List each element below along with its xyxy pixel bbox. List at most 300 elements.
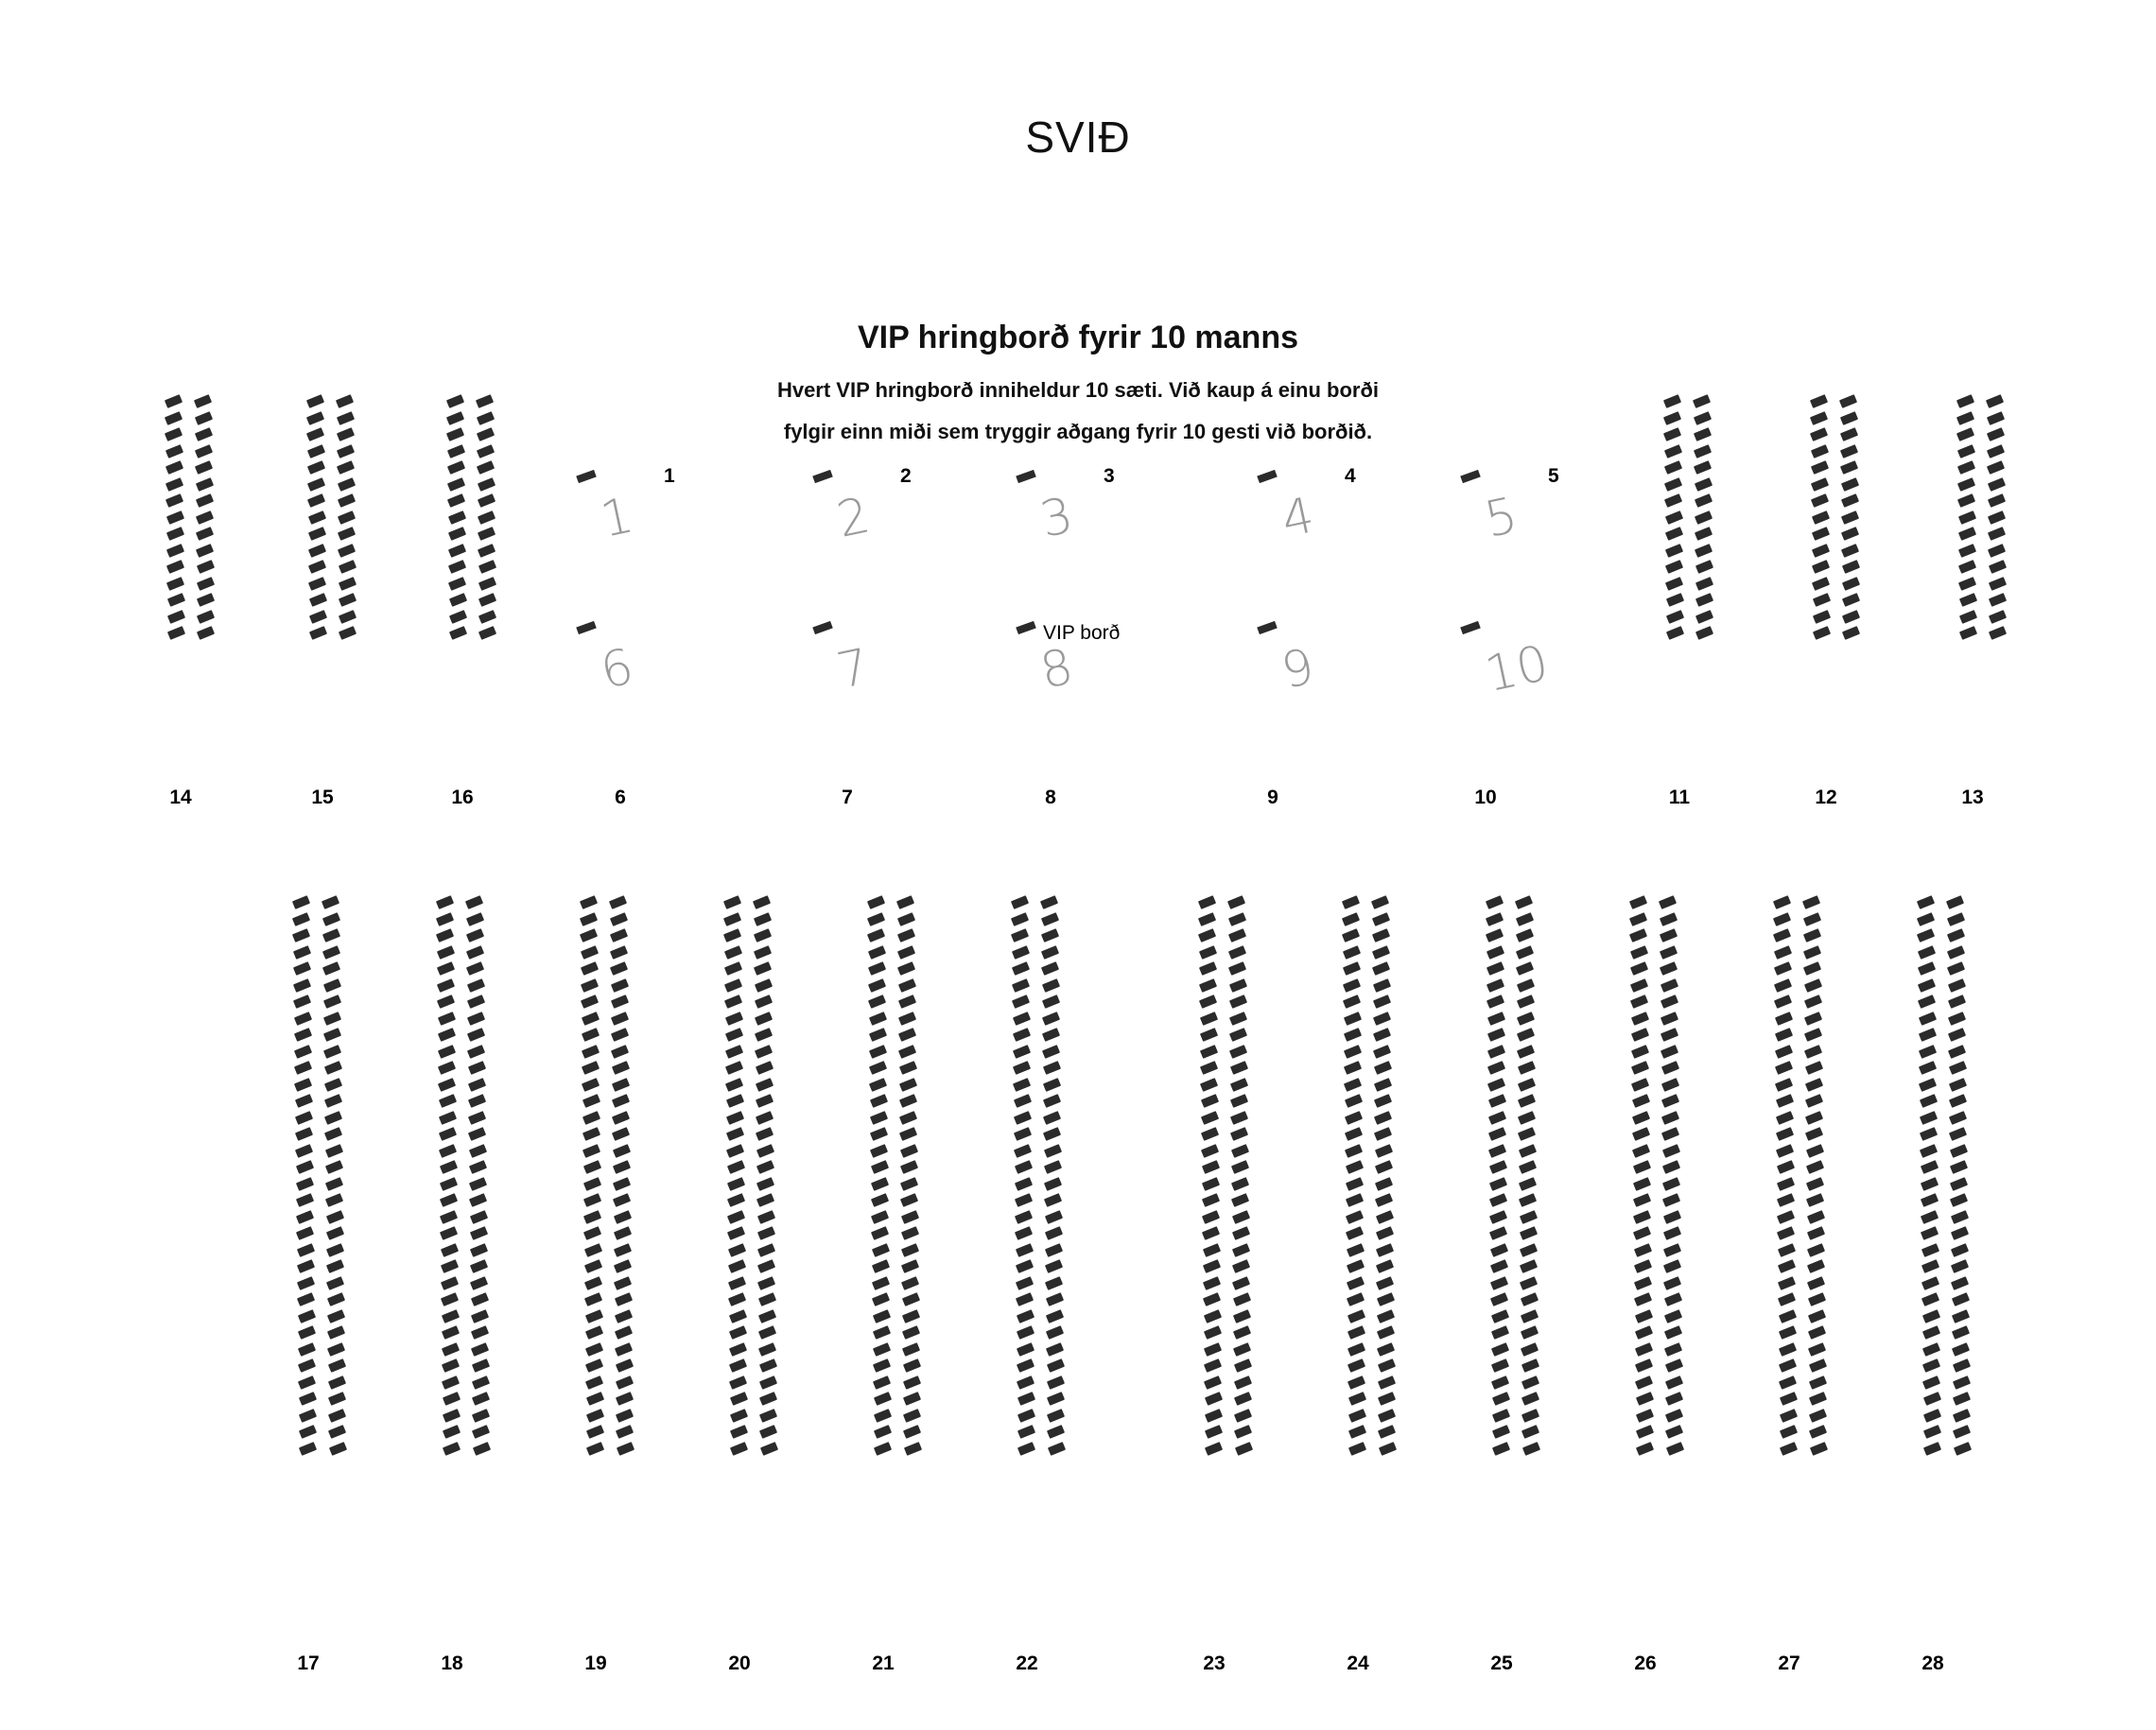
seat[interactable]: [1371, 895, 1389, 909]
seat[interactable]: [437, 961, 455, 976]
seat[interactable]: [1014, 1111, 1032, 1125]
seat[interactable]: [610, 912, 628, 926]
seat[interactable]: [755, 1012, 773, 1026]
seat[interactable]: [1922, 1358, 1940, 1373]
vip-table-seat-marker[interactable]: [576, 470, 597, 483]
seat[interactable]: [610, 978, 628, 993]
seat[interactable]: [1041, 961, 1059, 976]
seat[interactable]: [295, 1127, 313, 1141]
seat[interactable]: [1635, 1358, 1653, 1373]
seat[interactable]: [469, 1193, 487, 1207]
seat[interactable]: [337, 427, 355, 441]
seat[interactable]: [1923, 1409, 1941, 1423]
seat[interactable]: [1631, 1045, 1649, 1059]
seat[interactable]: [1375, 1160, 1393, 1174]
seat[interactable]: [1046, 1309, 1064, 1323]
seat[interactable]: [308, 527, 326, 541]
seat[interactable]: [1666, 610, 1684, 624]
seat[interactable]: [1917, 895, 1935, 909]
seat[interactable]: [903, 1409, 921, 1423]
seat[interactable]: [612, 1061, 630, 1075]
seat[interactable]: [899, 1127, 917, 1141]
seat[interactable]: [1811, 460, 1829, 475]
seat[interactable]: [1695, 560, 1713, 574]
seat[interactable]: [1227, 895, 1245, 909]
seat[interactable]: [1347, 1309, 1365, 1323]
seat[interactable]: [1952, 1309, 1970, 1323]
seat[interactable]: [1017, 1375, 1035, 1390]
seat[interactable]: [1987, 477, 2005, 492]
seat[interactable]: [1198, 895, 1216, 909]
seat[interactable]: [1230, 1094, 1248, 1108]
seat[interactable]: [1842, 560, 1860, 574]
seat[interactable]: [440, 1210, 458, 1224]
seat[interactable]: [478, 510, 496, 525]
seat[interactable]: [1917, 928, 1935, 943]
seat[interactable]: [1200, 1078, 1218, 1092]
seat[interactable]: [582, 1127, 600, 1141]
seat[interactable]: [478, 577, 496, 591]
seat[interactable]: [610, 945, 628, 960]
seat[interactable]: [754, 978, 772, 993]
seat[interactable]: [1017, 1409, 1035, 1423]
seat[interactable]: [1634, 1292, 1652, 1306]
seat[interactable]: [1011, 928, 1029, 943]
seat[interactable]: [326, 1243, 344, 1257]
seat[interactable]: [1016, 1259, 1034, 1273]
seat[interactable]: [1810, 1442, 1828, 1456]
seat[interactable]: [1043, 1127, 1061, 1141]
seat[interactable]: [900, 1160, 918, 1174]
seat[interactable]: [1015, 1177, 1033, 1191]
seat[interactable]: [581, 1012, 599, 1026]
seat[interactable]: [615, 1325, 633, 1340]
seat[interactable]: [1956, 411, 1974, 425]
seat[interactable]: [868, 945, 886, 960]
seat[interactable]: [1807, 1259, 1825, 1273]
seat[interactable]: [1958, 560, 1976, 574]
seat[interactable]: [1228, 961, 1246, 976]
seat[interactable]: [1921, 1259, 1939, 1273]
seat[interactable]: [1953, 1392, 1971, 1406]
seat[interactable]: [1805, 1094, 1823, 1108]
seat[interactable]: [323, 1012, 341, 1026]
seat[interactable]: [328, 1392, 346, 1406]
seat[interactable]: [1234, 1392, 1252, 1406]
seat[interactable]: [872, 1259, 890, 1273]
seat[interactable]: [1806, 1177, 1824, 1191]
seat[interactable]: [1489, 1193, 1507, 1207]
seat[interactable]: [613, 1160, 631, 1174]
seat[interactable]: [613, 1144, 631, 1158]
seat[interactable]: [1949, 1078, 1967, 1092]
seat[interactable]: [1199, 961, 1217, 976]
seat[interactable]: [902, 1325, 920, 1340]
seat[interactable]: [1044, 1193, 1062, 1207]
seat[interactable]: [167, 593, 185, 607]
seat[interactable]: [1922, 1375, 1940, 1390]
seat[interactable]: [1045, 1243, 1063, 1257]
seat[interactable]: [441, 1292, 459, 1306]
seat[interactable]: [725, 1045, 743, 1059]
seat[interactable]: [615, 1309, 633, 1323]
seat[interactable]: [298, 1358, 316, 1373]
seat[interactable]: [1803, 961, 1821, 976]
seat[interactable]: [1234, 1375, 1252, 1390]
seat[interactable]: [322, 928, 340, 943]
seat[interactable]: [1374, 1094, 1392, 1108]
seat[interactable]: [1520, 1210, 1538, 1224]
seat[interactable]: [1776, 1111, 1794, 1125]
seat[interactable]: [1922, 1342, 1940, 1357]
seat[interactable]: [307, 477, 325, 492]
seat[interactable]: [1229, 995, 1247, 1009]
seat[interactable]: [1231, 1144, 1249, 1158]
seat[interactable]: [1518, 1078, 1536, 1092]
seat[interactable]: [1343, 945, 1361, 960]
seat[interactable]: [1521, 1292, 1539, 1306]
seat[interactable]: [1013, 1045, 1031, 1059]
seat[interactable]: [723, 928, 741, 943]
seat[interactable]: [166, 527, 184, 541]
seat[interactable]: [756, 1061, 774, 1075]
seat[interactable]: [1921, 1276, 1939, 1290]
seat[interactable]: [613, 1193, 631, 1207]
seat[interactable]: [730, 1409, 748, 1423]
seat[interactable]: [1634, 1309, 1652, 1323]
seat[interactable]: [870, 1111, 888, 1125]
seat[interactable]: [1376, 1210, 1394, 1224]
seat[interactable]: [615, 1292, 633, 1306]
seat[interactable]: [1775, 1078, 1793, 1092]
seat[interactable]: [1920, 1160, 1938, 1174]
seat[interactable]: [1378, 1425, 1396, 1439]
seat[interactable]: [1695, 593, 1713, 607]
seat[interactable]: [1631, 1061, 1649, 1075]
vip-table-seat-marker[interactable]: [1460, 470, 1481, 483]
seat[interactable]: [1663, 394, 1681, 408]
seat[interactable]: [1780, 1409, 1798, 1423]
seat[interactable]: [1199, 995, 1217, 1009]
seat[interactable]: [1661, 1078, 1679, 1092]
seat[interactable]: [1233, 1292, 1251, 1306]
seat[interactable]: [1956, 427, 1974, 441]
seat[interactable]: [1662, 1177, 1680, 1191]
seat[interactable]: [1490, 1259, 1508, 1273]
seat[interactable]: [869, 1045, 887, 1059]
seat[interactable]: [1840, 411, 1858, 425]
seat[interactable]: [1812, 560, 1830, 574]
seat[interactable]: [1342, 928, 1360, 943]
seat[interactable]: [1378, 1409, 1396, 1423]
seat[interactable]: [1012, 945, 1030, 960]
seat[interactable]: [728, 1309, 746, 1323]
seat[interactable]: [471, 1342, 489, 1357]
seat[interactable]: [1660, 945, 1678, 960]
seat[interactable]: [1373, 1028, 1391, 1042]
seat[interactable]: [1919, 1045, 1937, 1059]
seat[interactable]: [1373, 1012, 1391, 1026]
seat[interactable]: [1042, 995, 1060, 1009]
seat[interactable]: [1810, 411, 1828, 425]
seat[interactable]: [1375, 1177, 1393, 1191]
seat[interactable]: [612, 1078, 630, 1092]
seat[interactable]: [1841, 493, 1859, 508]
seat[interactable]: [1774, 995, 1792, 1009]
seat[interactable]: [897, 945, 915, 960]
seat[interactable]: [1947, 928, 1965, 943]
seat[interactable]: [1663, 411, 1681, 425]
seat[interactable]: [1922, 1325, 1940, 1340]
seat[interactable]: [447, 444, 465, 458]
seat[interactable]: [197, 577, 215, 591]
seat[interactable]: [1803, 912, 1821, 926]
seat[interactable]: [1521, 1392, 1539, 1406]
seat[interactable]: [1040, 895, 1058, 909]
seat[interactable]: [195, 444, 213, 458]
seat[interactable]: [584, 1292, 602, 1306]
seat[interactable]: [1491, 1342, 1509, 1357]
seat[interactable]: [447, 493, 465, 508]
seat[interactable]: [756, 1127, 774, 1141]
seat[interactable]: [612, 1111, 630, 1125]
seat[interactable]: [166, 577, 184, 591]
seat[interactable]: [295, 1144, 313, 1158]
seat[interactable]: [1346, 1193, 1364, 1207]
seat[interactable]: [1228, 945, 1246, 960]
seat[interactable]: [1014, 1160, 1032, 1174]
seat[interactable]: [327, 1309, 345, 1323]
seat[interactable]: [1202, 1193, 1220, 1207]
seat[interactable]: [196, 493, 214, 508]
seat[interactable]: [1518, 1094, 1536, 1108]
seat[interactable]: [1487, 1078, 1505, 1092]
seat[interactable]: [1200, 1028, 1218, 1042]
seat[interactable]: [308, 544, 326, 558]
seat[interactable]: [1378, 1392, 1396, 1406]
seat[interactable]: [900, 1144, 918, 1158]
seat[interactable]: [323, 1045, 341, 1059]
seat[interactable]: [309, 610, 327, 624]
seat[interactable]: [616, 1375, 634, 1390]
seat[interactable]: [448, 527, 466, 541]
seat[interactable]: [327, 1342, 345, 1357]
seat[interactable]: [1492, 1409, 1510, 1423]
seat[interactable]: [1016, 1243, 1034, 1257]
seat[interactable]: [1951, 1276, 1969, 1290]
seat[interactable]: [1949, 1061, 1967, 1075]
seat[interactable]: [586, 1425, 604, 1439]
seat[interactable]: [477, 444, 495, 458]
seat[interactable]: [1014, 1094, 1032, 1108]
seat[interactable]: [1346, 1226, 1364, 1240]
seat[interactable]: [167, 610, 185, 624]
seat[interactable]: [1487, 1045, 1505, 1059]
seat[interactable]: [1373, 1045, 1391, 1059]
seat[interactable]: [1660, 928, 1678, 943]
seat[interactable]: [1989, 626, 2007, 640]
seat[interactable]: [726, 1127, 744, 1141]
seat[interactable]: [1918, 995, 1936, 1009]
seat[interactable]: [1374, 1078, 1392, 1092]
seat[interactable]: [759, 1375, 777, 1390]
seat[interactable]: [472, 1425, 490, 1439]
seat[interactable]: [1842, 593, 1860, 607]
seat[interactable]: [1775, 1061, 1793, 1075]
seat[interactable]: [1664, 1358, 1682, 1373]
seat[interactable]: [1921, 1193, 1939, 1207]
seat[interactable]: [1230, 1078, 1248, 1092]
seat[interactable]: [1199, 978, 1217, 993]
seat[interactable]: [898, 995, 916, 1009]
seat[interactable]: [296, 1193, 314, 1207]
seat[interactable]: [1813, 610, 1831, 624]
seat[interactable]: [586, 1392, 604, 1406]
seat[interactable]: [1695, 493, 1713, 508]
seat[interactable]: [1202, 1226, 1220, 1240]
seat[interactable]: [1842, 577, 1860, 591]
seat[interactable]: [1630, 995, 1648, 1009]
seat[interactable]: [1950, 1193, 1968, 1207]
seat[interactable]: [1946, 895, 1964, 909]
seat[interactable]: [1694, 477, 1712, 492]
seat[interactable]: [1840, 477, 1858, 492]
seat[interactable]: [1631, 1078, 1649, 1092]
seat[interactable]: [874, 1442, 892, 1456]
seat[interactable]: [580, 912, 598, 926]
seat[interactable]: [1918, 945, 1936, 960]
seat[interactable]: [582, 1111, 600, 1125]
seat[interactable]: [439, 1127, 457, 1141]
seat[interactable]: [1778, 1292, 1796, 1306]
seat[interactable]: [1201, 1127, 1219, 1141]
seat[interactable]: [1802, 895, 1820, 909]
seat[interactable]: [1950, 1177, 1968, 1191]
seat[interactable]: [326, 1259, 344, 1273]
seat[interactable]: [1660, 978, 1678, 993]
seat[interactable]: [1521, 1309, 1539, 1323]
seat[interactable]: [1343, 978, 1361, 993]
seat[interactable]: [901, 1276, 919, 1290]
seat[interactable]: [582, 1028, 600, 1042]
seat[interactable]: [582, 1078, 600, 1092]
seat[interactable]: [443, 1442, 461, 1456]
seat[interactable]: [297, 1292, 315, 1306]
seat[interactable]: [165, 394, 183, 408]
seat[interactable]: [1014, 1144, 1032, 1158]
seat[interactable]: [167, 626, 185, 640]
seat[interactable]: [759, 1425, 777, 1439]
seat[interactable]: [1950, 1144, 1968, 1158]
seat[interactable]: [724, 961, 742, 976]
seat[interactable]: [1377, 1309, 1395, 1323]
seat[interactable]: [1804, 1012, 1822, 1026]
seat[interactable]: [323, 995, 341, 1009]
seat[interactable]: [1633, 1210, 1651, 1224]
seat[interactable]: [1665, 1425, 1683, 1439]
seat[interactable]: [1345, 1111, 1363, 1125]
seat[interactable]: [1012, 961, 1030, 976]
seat[interactable]: [293, 1012, 311, 1026]
seat[interactable]: [298, 1375, 316, 1390]
seat[interactable]: [584, 1276, 602, 1290]
seat[interactable]: [467, 995, 485, 1009]
seat[interactable]: [1629, 912, 1647, 926]
seat[interactable]: [1348, 1375, 1365, 1390]
seat[interactable]: [1807, 1226, 1825, 1240]
seat[interactable]: [1808, 1309, 1826, 1323]
seat[interactable]: [293, 978, 311, 993]
seat[interactable]: [868, 1012, 886, 1026]
seat[interactable]: [1633, 1226, 1651, 1240]
seat[interactable]: [1808, 1325, 1826, 1340]
seat[interactable]: [296, 1210, 314, 1224]
seat[interactable]: [1044, 1177, 1062, 1191]
seat[interactable]: [1486, 895, 1504, 909]
seat[interactable]: [615, 1342, 633, 1357]
seat[interactable]: [1519, 1177, 1537, 1191]
seat[interactable]: [1233, 1342, 1251, 1357]
seat[interactable]: [755, 1028, 773, 1042]
seat[interactable]: [1776, 1144, 1794, 1158]
seat[interactable]: [329, 1442, 347, 1456]
seat[interactable]: [584, 1243, 602, 1257]
seat[interactable]: [1041, 928, 1059, 943]
seat[interactable]: [614, 1243, 632, 1257]
seat[interactable]: [322, 912, 340, 926]
seat[interactable]: [294, 1028, 312, 1042]
seat[interactable]: [309, 593, 327, 607]
seat[interactable]: [899, 1111, 917, 1125]
seat[interactable]: [1043, 1061, 1061, 1075]
seat[interactable]: [1520, 1243, 1538, 1257]
seat[interactable]: [1520, 1226, 1538, 1240]
seat[interactable]: [438, 1078, 456, 1092]
seat[interactable]: [1517, 1028, 1535, 1042]
seat[interactable]: [1950, 1160, 1968, 1174]
seat[interactable]: [1489, 1226, 1507, 1240]
seat[interactable]: [1947, 912, 1965, 926]
seat[interactable]: [1957, 510, 1975, 525]
seat[interactable]: [616, 1392, 634, 1406]
seat[interactable]: [900, 1177, 918, 1191]
seat[interactable]: [1199, 1012, 1217, 1026]
seat[interactable]: [1041, 945, 1059, 960]
seat[interactable]: [467, 1012, 485, 1026]
seat[interactable]: [1490, 1276, 1508, 1290]
seat[interactable]: [1774, 961, 1792, 976]
seat[interactable]: [1957, 493, 1975, 508]
seat[interactable]: [756, 1094, 774, 1108]
seat[interactable]: [1521, 1409, 1539, 1423]
seat[interactable]: [469, 1160, 487, 1174]
seat[interactable]: [723, 895, 741, 909]
seat[interactable]: [611, 1012, 629, 1026]
seat[interactable]: [1987, 460, 2005, 475]
seat[interactable]: [1987, 427, 2005, 441]
seat[interactable]: [1043, 1094, 1061, 1108]
seat[interactable]: [1921, 1226, 1939, 1240]
seat[interactable]: [338, 510, 356, 525]
seat[interactable]: [1812, 527, 1830, 541]
seat[interactable]: [1779, 1375, 1797, 1390]
seat[interactable]: [1773, 928, 1791, 943]
seat[interactable]: [339, 626, 356, 640]
seat[interactable]: [1489, 1210, 1507, 1224]
seat[interactable]: [1345, 1144, 1363, 1158]
seat[interactable]: [903, 1392, 921, 1406]
seat[interactable]: [322, 945, 340, 960]
